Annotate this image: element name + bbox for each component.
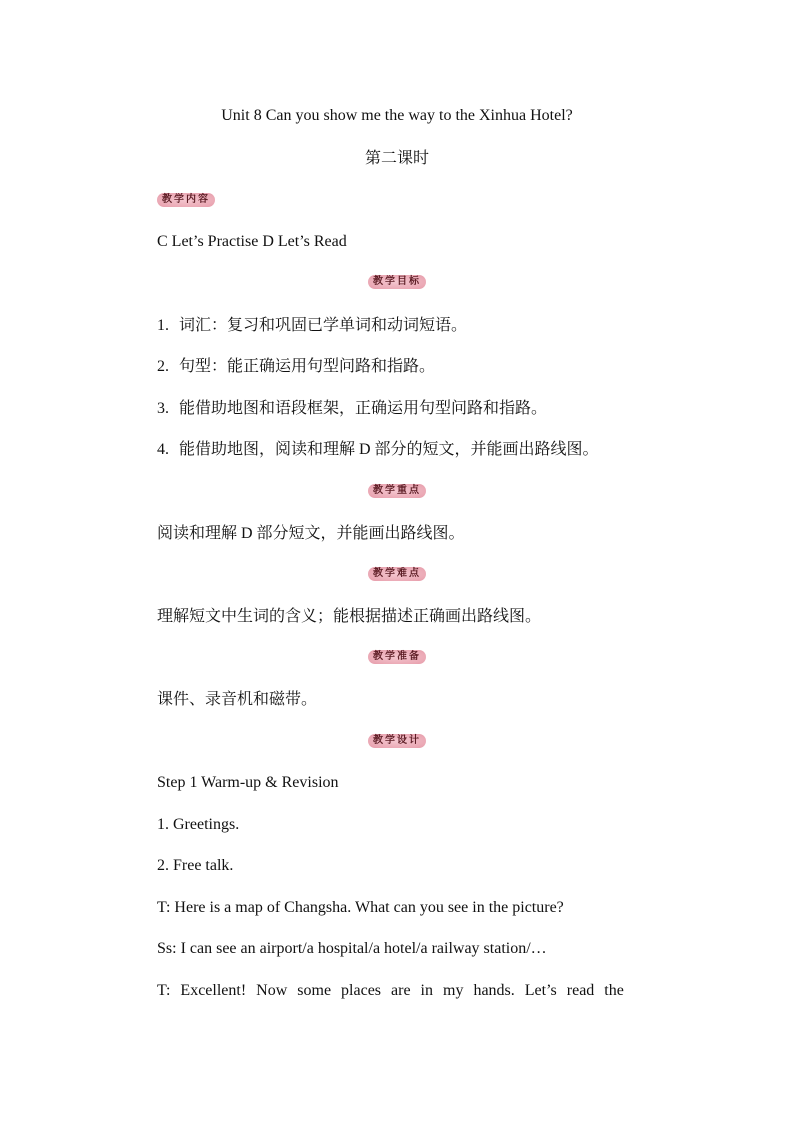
section-heading-design: 教学设计 xyxy=(368,734,426,748)
objective-number: 3. xyxy=(157,400,169,417)
objective-item xyxy=(157,440,675,460)
document-title: Unit 8 Can you show me the way to the Xinhua Hotel? xyxy=(221,107,573,124)
section-heading-difficulties: 教学难点 xyxy=(368,567,426,581)
objective-item xyxy=(157,316,675,336)
content-text: C Let’s Practise D Let’s Read xyxy=(157,233,347,250)
lesson-period: 第二课时 xyxy=(364,150,429,167)
section-heading-key-points: 教学重点 xyxy=(368,484,426,498)
objective-text: 词汇：复习和巩固已学单词和动词短语。 xyxy=(179,317,468,334)
objective-item xyxy=(157,357,675,377)
objective-text: 能借助地图和语段框架，正确运用句型问路和指路。 xyxy=(179,400,548,417)
section-heading-objectives: 教学目标 xyxy=(368,275,426,289)
design-line: 2. Free talk. xyxy=(157,857,234,874)
objective-number: 2. xyxy=(157,358,169,375)
objective-number: 4. xyxy=(157,441,169,458)
objective-text: 能借助地图，阅读和理解 D 部分的短文，并能画出路线图。 xyxy=(179,441,599,458)
design-line: 1. Greetings. xyxy=(157,816,240,833)
design-line: Ss: I can see an airport/a hospital/a hotel/a railway station/… xyxy=(157,940,547,957)
design-step-heading: Step 1 Warm-up & Revision xyxy=(157,774,339,791)
design-line: T: Excellent! Now some places are in my hands. Let’s read the xyxy=(157,982,624,999)
objective-number: 1. xyxy=(157,317,169,334)
key-points-text: 阅读和理解 D 部分短文，并能画出路线图。 xyxy=(157,525,465,542)
difficulties-text: 理解短文中生词的含义；能根据描述正确画出路线图。 xyxy=(157,608,542,625)
section-heading-content: 教学内容 xyxy=(157,193,215,207)
design-line: T: Here is a map of Changsha. What can you see in the picture? xyxy=(157,899,564,916)
preparation-text: 课件、录音机和磁带。 xyxy=(157,691,318,708)
objective-item xyxy=(157,399,675,419)
section-heading-preparation: 教学准备 xyxy=(368,650,426,664)
objective-text: 句型：能正确运用句型问路和指路。 xyxy=(179,358,436,375)
